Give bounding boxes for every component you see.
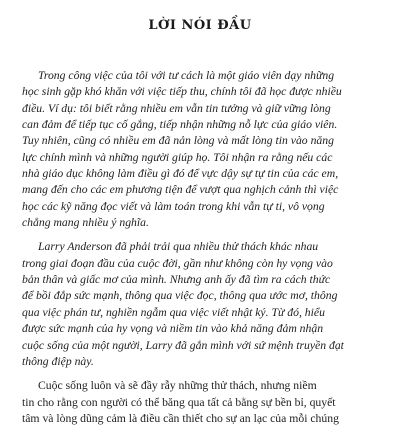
- text-line: bản thân và giấc mơ của mình. Nhưng anh ấy đã tìm ra cách thức: [22, 273, 331, 287]
- text-line: mang đến cho các em phương tiện để vượt qua nghịch cảnh thì việc: [22, 183, 339, 197]
- text-line: Larry Anderson đã phải trải qua nhiều thử thách khác nhau: [38, 240, 319, 254]
- paragraph-1: [22, 68, 394, 231]
- page-title: LỜI NÓI ĐẦU: [148, 18, 252, 33]
- text-line: can đảm để tiếp tục cố gắng, tiếp nhận những nỗ lực của giáo viên.: [22, 118, 338, 132]
- text-line: để bồi đắp sức mạnh, thông qua việc đọc, thông qua ước mơ, thông: [22, 289, 338, 303]
- text-line: được sức mạnh của hy vọng và niềm tin vào khả năng đảm nhận: [22, 322, 324, 336]
- text-line: chẳng mang nhiều ý nghĩa.: [22, 216, 149, 230]
- text-line: cuộc sống của một người, Larry đã gắn mình với sứ mệnh truyền đạt: [22, 338, 344, 352]
- text-line: học sinh gặp khó khăn với việc tiếp thu, chính tôi đã học được nhiều: [22, 85, 342, 99]
- paragraph-2: [22, 239, 394, 370]
- text-line: tin cho rằng con người có thể băng qua tất cả bằng sự bền bỉ, quyết: [22, 395, 336, 409]
- text-line: Cuộc sống luôn và sẽ đầy rẫy những thử thách, nhưng niềm: [38, 379, 317, 393]
- text-line: Tuy nhiên, cũng có nhiều em đã nản lòng và mất lòng tin vào năng: [22, 134, 334, 148]
- text-line: học các kỹ năng đọc viết và làm toán trong khi vẫn tự ti, vô vọng: [22, 199, 325, 213]
- text-line: trong giai đoạn đầu của cuộc đời, gần như không còn hy vọng vào: [22, 256, 333, 270]
- text-line: điều. Ví dụ: tôi biết rằng nhiều em vẫn tin tưởng và giữ vững lòng: [22, 101, 331, 115]
- text-line: tâm và lòng dũng cảm là điều cần thiết cho sự an lạc của mỗi chúng: [22, 411, 339, 425]
- body-text: [22, 68, 394, 427]
- paragraph-3: [22, 378, 394, 427]
- text-line: qua việc phán tư, nghiền ngẫm qua việc viết nhật ký. Từ đó, hiểu: [22, 305, 325, 319]
- text-line: lực chính mình và những người giúp họ. Tôi nhận ra rằng nếu các: [22, 150, 333, 164]
- text-line: thông điệp này.: [22, 354, 94, 368]
- text-line: nhà giáo dục không làm điều gì đó để vực dậy sự tự tin của các em,: [22, 167, 339, 181]
- text-line: Trong công việc của tôi với tư cách là một giáo viên dạy những: [38, 69, 335, 82]
